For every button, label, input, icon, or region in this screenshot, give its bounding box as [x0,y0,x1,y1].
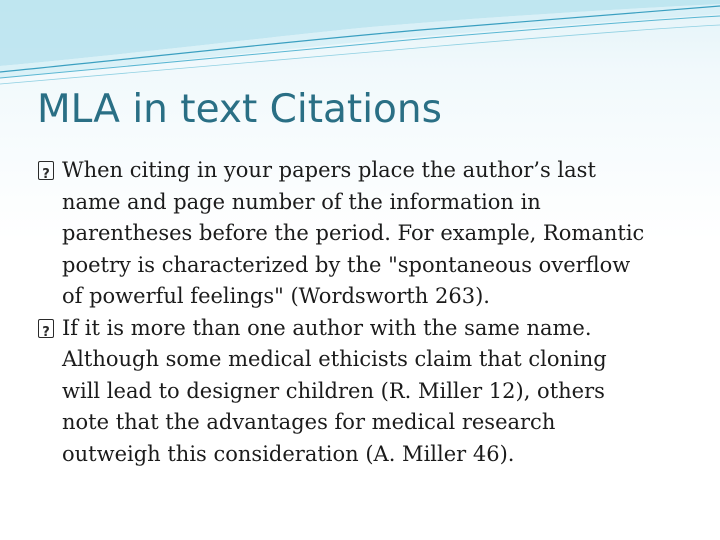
replacement-box-icon [38,319,54,338]
bullet-text: If it is more than one author with the same name. [62,315,592,340]
bullet-text: When citing in your papers place the author’s last name and page number of the information in parentheses before the period. For example, Romantic poetry is characterized by the "spontaneous overflow of powerful feelings" (Wordsworth 263). [62,158,645,308]
slide-body [38,155,706,470]
example-paragraph: Although some medical ethicists claim that cloning will lead to designer children (R. Miller 12), others note that the advantages for medical research outweigh this consideration (A. Miller 46). [62,347,607,466]
bullet-item [38,313,706,345]
slide-title: MLA in text Citations [37,87,442,132]
decorative-wave-header [0,0,720,90]
bullet-item [38,155,706,313]
replacement-box-icon [38,161,54,180]
